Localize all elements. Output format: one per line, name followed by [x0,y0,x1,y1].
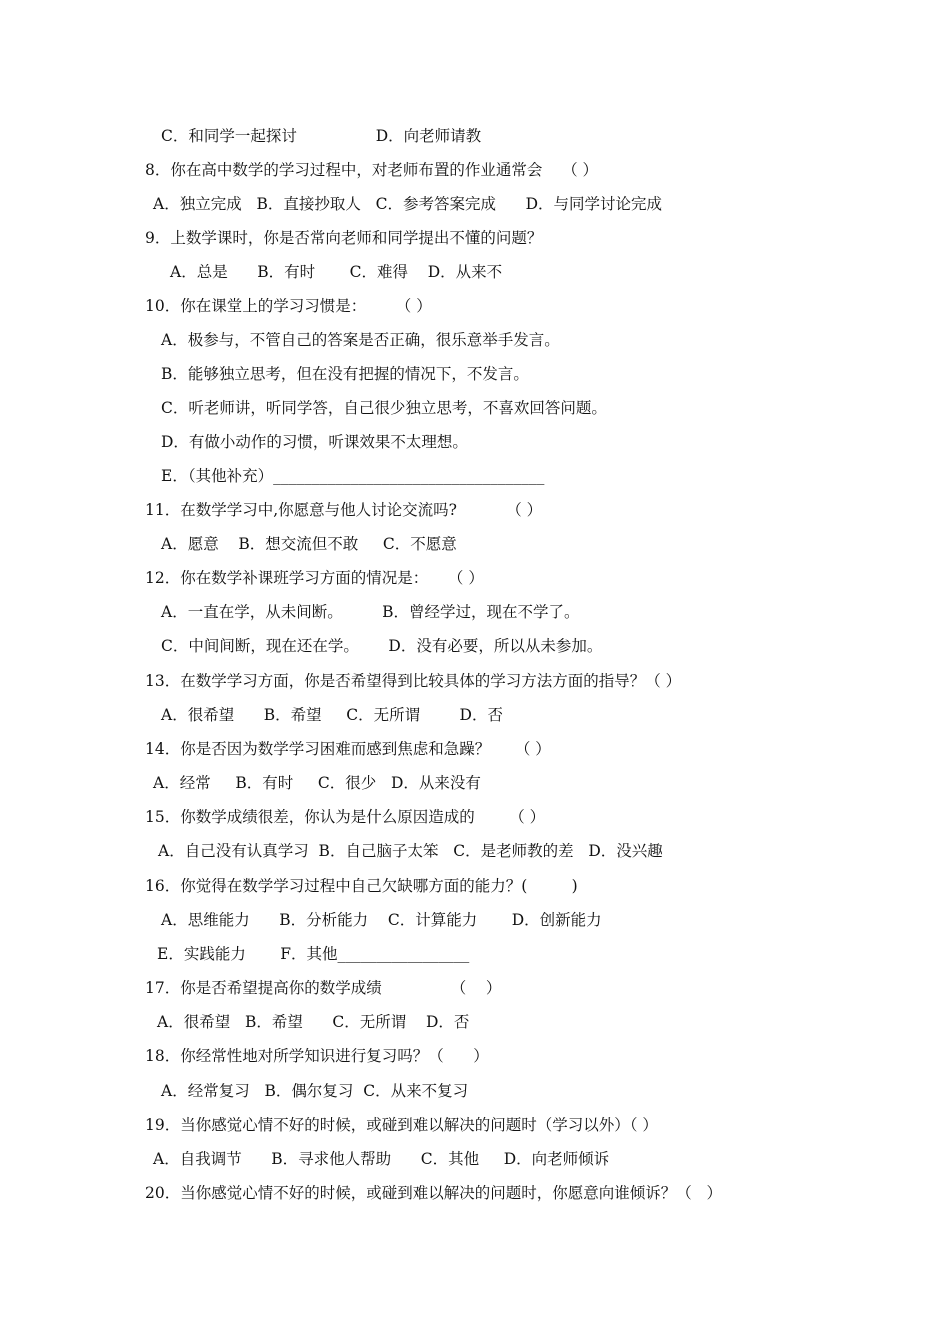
question-15: 15．你数学成绩很差，你认为是什么原因造成的 （ ） [145,808,546,826]
options-q8: A．独立完成 B．直接抄取人 C．参考答案完成 D．与同学讨论完成 [153,195,662,213]
option-q10-c: C．听老师讲，听同学答，自己很少独立思考，不喜欢回答问题。 [161,399,607,417]
question-17: 17．你是否希望提高你的数学成绩 （ ） [145,979,502,997]
question-13: 13．在数学学习方面，你是否希望得到比较具体的学习方法方面的指导？（ ） [145,672,682,690]
question-20: 20．当你感觉心情不好的时候，或碰到难以解决的问题时，你愿意向谁倾诉？（ ） [145,1184,723,1202]
question-10: 10．你在课堂上的学习习惯是： （ ） [145,297,432,315]
options-q13: A．很希望 B．希望 C．无所谓 D．否 [161,706,503,724]
options-q15: A．自己没有认真学习 B．自己脑子太笨 C．是老师教的差 D．没兴趣 [158,842,663,860]
question-12: 12．你在数学补课班学习方面的情况是： （ ） [145,569,484,587]
option-q10-a: A．极参与，不管自己的答案是否正确，很乐意举手发言。 [161,331,560,349]
options-q19: A．自我调节 B．寻求他人帮助 C．其他 D．向老师倾诉 [153,1150,610,1168]
options-q12-ab: A．一直在学，从未间断。 B．曾经学过，现在不学了。 [161,603,580,621]
options-q14: A．经常 B．有时 C．很少 D．从来没有 [153,774,481,792]
question-14: 14．你是否因为数学学习困难而感到焦虑和急躁？ （ ） [145,740,551,758]
options-q17: A．很希望 B．希望 C．无所谓 D．否 [157,1013,470,1031]
option-q10-e: E．（其他补充）___________________________________ [161,467,545,485]
options-q16-abcd: A．思维能力 B．分析能力 C．计算能力 D．创新能力 [161,911,602,929]
question-9: 9．上数学课时，你是否常向老师和同学提出不懂的问题？ [145,229,543,247]
option-q10-d: D．有做小动作的习惯，听课效果不太理想。 [161,433,468,451]
option-line-q7: C．和同学一起探讨 D．向老师请教 [161,127,482,145]
options-q11: A．愿意 B．想交流但不敢 C．不愿意 [161,535,457,553]
question-18: 18．你经常性地对所学知识进行复习吗？（ ） [145,1047,489,1065]
question-8: 8．你在高中数学的学习过程中，对老师布置的作业通常会 （ ） [145,161,598,179]
question-11: 11．在数学学习中,你愿意与他人讨论交流吗? （ ） [145,501,543,519]
question-19: 19．当你感觉心情不好的时候，或碰到难以解决的问题时（学习以外）（ ） [145,1116,658,1134]
options-q9: A．总是 B．有时 C．难得 D．从来不 [170,263,503,281]
options-q18: A．经常复习 B．偶尔复习 C．从来不复习 [161,1082,469,1100]
options-q16-ef: E．实践能力 F．其他_________________ [157,945,470,963]
options-q12-cd: C．中间间断，现在还在学。 D．没有必要，所以从未参加。 [161,637,603,655]
option-q10-b: B．能够独立思考，但在没有把握的情况下，不发言。 [161,365,529,383]
question-16: 16．你觉得在数学学习过程中自己欠缺哪方面的能力？( ) [145,877,578,895]
